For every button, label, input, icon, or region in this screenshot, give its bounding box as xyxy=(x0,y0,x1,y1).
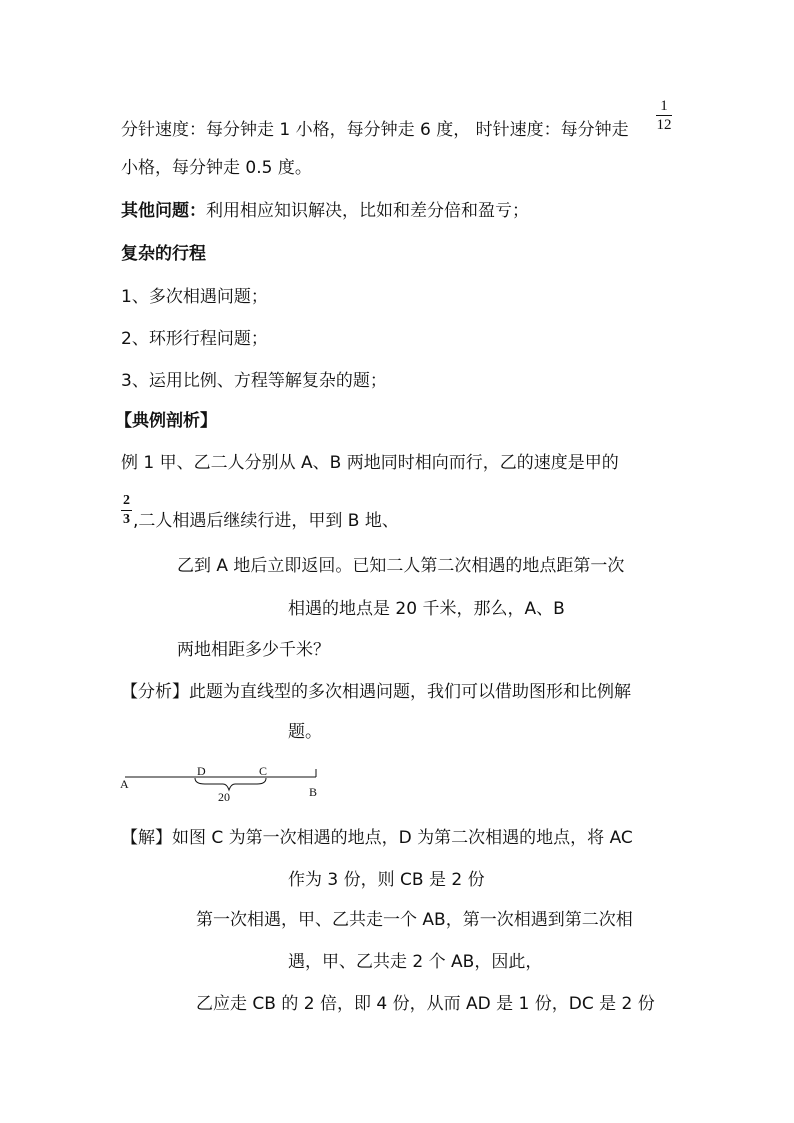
fraction-numerator: 2 xyxy=(123,493,130,508)
complex-travel-heading: 复杂的行程 xyxy=(121,244,206,264)
solution-line-4: 遇，甲、乙共走 2 个 AB，因此， xyxy=(288,952,543,972)
example-line-1: 例 1 甲、乙二人分别从 A、B 两地同时相向而行，乙的速度是甲的 xyxy=(121,453,619,473)
solution-line-3: 第一次相遇，甲、乙共走一个 AB，第一次相遇到第二次相 xyxy=(196,910,633,930)
list-item: 2、环形行程问题； xyxy=(121,329,268,349)
label-a: A xyxy=(120,777,129,791)
analysis-line-2: 题。 xyxy=(288,722,322,742)
other-problems-text: 利用相应知识解决，比如和差分倍和盈亏； xyxy=(206,201,529,221)
line-segment-diagram xyxy=(115,760,330,805)
fraction-denominator: 12 xyxy=(656,117,672,133)
fraction-bar xyxy=(656,115,672,116)
clock-speed-line-2: 小格，每分钟走 0.5 度。 xyxy=(121,158,312,178)
list-item: 1、多次相遇问题； xyxy=(121,287,268,307)
other-problems-line xyxy=(121,199,529,223)
example-line-3: 乙到 A 地后立即返回。已知二人第二次相遇的地点距第一次 xyxy=(177,556,625,576)
fraction-two-thirds xyxy=(121,493,132,528)
analysis-line-1: 【分析】此题为直线型的多次相遇问题，我们可以借助图形和比例解 xyxy=(121,682,631,702)
label-c: C xyxy=(259,764,268,778)
solution-line-2: 作为 3 份，则 CB 是 2 份 xyxy=(288,870,485,890)
example-line-2: ,二人相遇后继续行进，甲到 B 地、 xyxy=(133,511,399,531)
solution-line-1: 【解】如图 C 为第一次相遇的地点，D 为第二次相遇的地点，将 AC xyxy=(121,828,633,848)
fraction-one-twelfth xyxy=(656,98,672,133)
section-heading: 【典例剖析】 xyxy=(115,411,217,431)
label-b: B xyxy=(309,785,318,799)
distance-label: 20 xyxy=(218,790,230,804)
fraction-bar xyxy=(121,510,132,511)
clock-speed-line: 分针速度：每分钟走 1 小格，每分钟走 6 度， 时针速度：每分钟走 xyxy=(121,120,629,140)
example-line-4: 相遇的地点是 20 千米，那么，A、B xyxy=(288,599,565,619)
fraction-denominator: 3 xyxy=(123,512,130,527)
example-line-5: 两地相距多少千米？ xyxy=(177,640,330,660)
list-item: 3、运用比例、方程等解复杂的题； xyxy=(121,371,387,391)
other-problems-label: 其他问题： xyxy=(121,201,206,221)
fraction-numerator: 1 xyxy=(660,98,668,114)
solution-line-5: 乙应走 CB 的 2 倍，即 4 份，从而 AD 是 1 份，DC 是 2 份 xyxy=(196,994,655,1014)
brace-dc xyxy=(195,778,266,790)
label-d: D xyxy=(197,764,206,778)
